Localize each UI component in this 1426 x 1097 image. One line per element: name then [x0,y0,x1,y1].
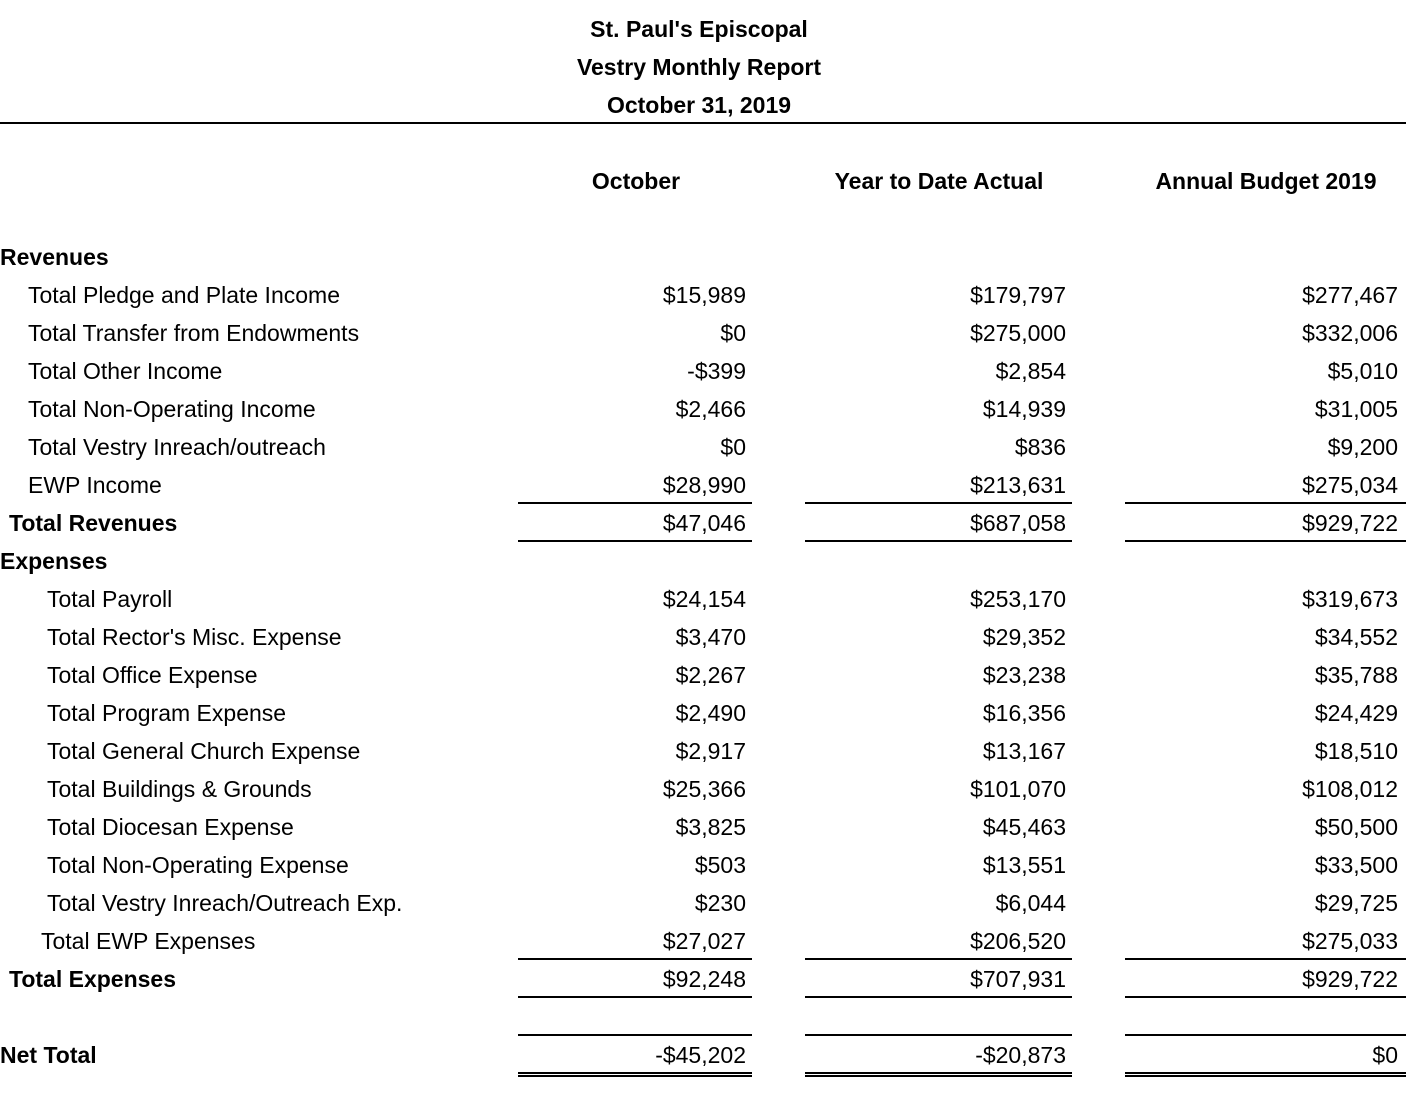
report-org: St. Paul's Episcopal [590,16,808,42]
expenses-section-heading [0,546,1426,584]
ytd-value: -$20,873 [975,1042,1066,1068]
subtotal-rule [805,502,1072,504]
header-divider [0,122,1406,124]
table-row [0,356,1426,394]
table-row [0,584,1426,622]
table-row [0,432,1426,470]
total-rule [805,540,1072,542]
ytd-value: $14,939 [982,396,1066,422]
report-date: October 31, 2019 [606,92,792,118]
budget-value: $275,034 [1302,472,1398,498]
ytd-value: $6,044 [995,890,1066,916]
section-heading-label: Expenses [0,548,108,574]
subtotal-rule [1125,502,1406,504]
row-label: Total Buildings & Grounds [47,776,312,802]
ytd-value: $253,170 [970,586,1066,612]
october-value: $47,046 [662,510,746,536]
budget-value: $9,200 [1327,434,1398,460]
table-row [0,622,1426,660]
budget-value: $319,673 [1302,586,1398,612]
october-value: $2,917 [675,738,746,764]
ytd-value: $13,167 [982,738,1066,764]
october-value: $0 [720,434,746,460]
table-row [0,888,1426,926]
row-label: Total Rector's Misc. Expense [47,624,342,650]
ytd-value: $45,463 [982,814,1066,840]
net-top-rule [1125,1034,1406,1036]
column-header-october: October [591,168,681,194]
row-label: Total Diocesan Expense [47,814,294,840]
section-heading-label: Revenues [0,244,109,270]
budget-value: $929,722 [1302,510,1398,536]
row-label: Total Program Expense [47,700,287,726]
october-value: $28,990 [662,472,746,498]
subtotal-rule [518,502,752,504]
october-value: $15,989 [662,282,746,308]
row-label: Total General Church Expense [47,738,361,764]
october-value: $2,466 [675,396,746,422]
budget-value: $34,552 [1314,624,1398,650]
subtotal-rule [805,958,1072,960]
ytd-value: $29,352 [982,624,1066,650]
ytd-value: $213,631 [970,472,1066,498]
ytd-value: $707,931 [970,966,1066,992]
row-label: Total Non-Operating Expense [47,852,349,878]
table-row [0,280,1426,318]
october-value: $230 [694,890,746,916]
row-label: Net Total [0,1042,97,1068]
ytd-value: $836 [1014,434,1066,460]
ytd-value: $2,854 [995,358,1066,384]
budget-value: $29,725 [1314,890,1398,916]
budget-value: $18,510 [1314,738,1398,764]
net-top-rule [518,1034,752,1036]
subtotal-rule [518,958,752,960]
row-label: Total Expenses [9,966,177,992]
budget-value: $24,429 [1314,700,1398,726]
october-value: $25,366 [662,776,746,802]
report-title: Vestry Monthly Report [576,54,822,80]
net-double-rule [805,1072,1072,1077]
table-row [0,394,1426,432]
table-row [0,774,1426,812]
net-top-rule [805,1034,1072,1036]
ytd-value: $687,058 [970,510,1066,536]
row-label: Total Vestry Inreach/Outreach Exp. [47,890,403,916]
row-label: Total Transfer from Endowments [28,320,360,346]
budget-value: $31,005 [1314,396,1398,422]
table-row [0,698,1426,736]
total-rule [805,996,1072,998]
ytd-value: $23,238 [982,662,1066,688]
net-double-rule [518,1072,752,1077]
total-rule [518,540,752,542]
row-label: Total Payroll [47,586,173,612]
total-rule [518,996,752,998]
row-label: Total Other Income [28,358,223,384]
october-value: $0 [720,320,746,346]
budget-value: $50,500 [1314,814,1398,840]
budget-value: $108,012 [1302,776,1398,802]
october-value: $3,470 [675,624,746,650]
table-row [0,660,1426,698]
budget-value: $929,722 [1302,966,1398,992]
ytd-value: $275,000 [970,320,1066,346]
row-label: EWP Income [28,472,162,498]
october-value: $3,825 [675,814,746,840]
budget-value: $33,500 [1314,852,1398,878]
ytd-value: $16,356 [982,700,1066,726]
row-label: Total Vestry Inreach/outreach [28,434,326,460]
october-value: $2,490 [675,700,746,726]
total-rule [1125,996,1406,998]
subtotal-rule [1125,958,1406,960]
budget-value: $275,033 [1302,928,1398,954]
row-label: Total Office Expense [47,662,258,688]
total-rule [1125,540,1406,542]
budget-value: $332,006 [1302,320,1398,346]
table-row [0,850,1426,888]
october-value: $24,154 [662,586,746,612]
row-label: Total Revenues [9,510,178,536]
ytd-value: $206,520 [970,928,1066,954]
october-value: $503 [694,852,746,878]
budget-value: $0 [1372,1042,1398,1068]
october-value: $92,248 [662,966,746,992]
table-row [0,736,1426,774]
row-label: Total EWP Expenses [41,928,256,954]
october-value: -$45,202 [655,1042,746,1068]
october-value: $2,267 [675,662,746,688]
net-double-rule [1125,1072,1406,1077]
budget-value: $5,010 [1327,358,1398,384]
column-header-annual-budget: Annual Budget 2019 [1155,168,1377,194]
october-value: $27,027 [662,928,746,954]
row-label: Total Pledge and Plate Income [28,282,340,308]
revenues-section-heading [0,242,1426,280]
column-header-ytd-actual: Year to Date Actual [834,168,1044,194]
budget-value: $35,788 [1314,662,1398,688]
table-row [0,812,1426,850]
row-label: Total Non-Operating Income [28,396,316,422]
ytd-value: $13,551 [982,852,1066,878]
ytd-value: $179,797 [970,282,1066,308]
ytd-value: $101,070 [970,776,1066,802]
table-row [0,318,1426,356]
budget-value: $277,467 [1302,282,1398,308]
october-value: -$399 [687,358,746,384]
